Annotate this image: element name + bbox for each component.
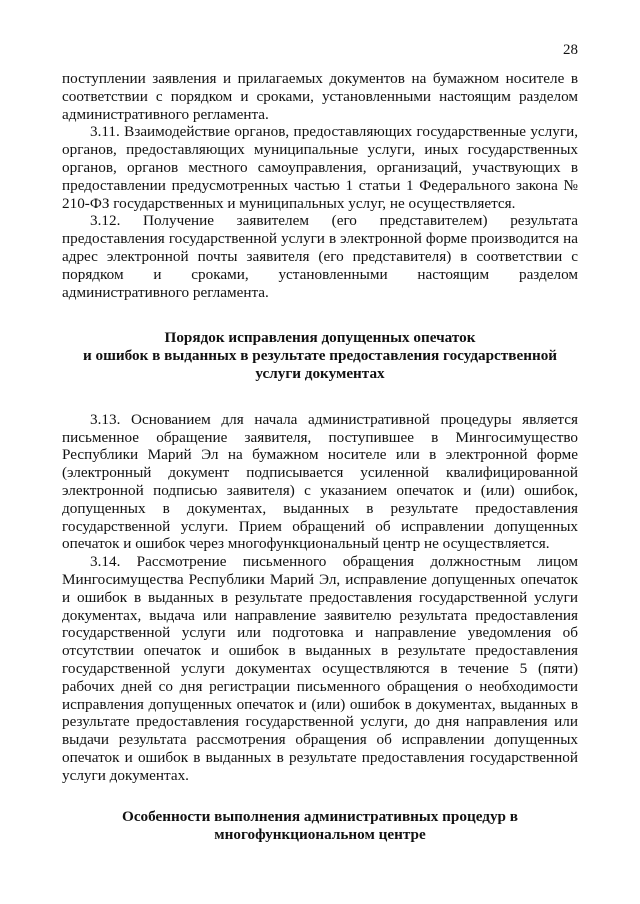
paragraph-3-14: 3.14. Рассмотрение письменного обращения должностным лицом Мингосимущества Республики Марий Эл, исправление допущенных опечаток и ошибок в выданных в результате предоставления государственной услуги документах, выдача или направление заявителю результата предоставления государственной услуги или подготовка и направление уведомления об отсутствии опечаток и ошибок в выданных в результате предоставления государственной услуги документах осуществляются в течение 5 (пяти) рабочих дней со дня регистрации письменного обращения о необходимости исправления допущенных опечаток и (или) ошибок в документах, выданных в результате предоставления государственной услуги, до дня направления или выдачи результата рассмотрения обращения об исправлении допущенных опечаток и ошибок в выданных в результате предоставления государственной услуги документах. xyxy=(62,553,578,784)
heading-line: многофункциональном центре xyxy=(214,826,426,844)
page-number: 28 xyxy=(563,42,578,58)
heading-line: и ошибок в выданных в результате предоставления государственной xyxy=(82,347,558,365)
heading-line: Особенности выполнения административных процедур в xyxy=(122,808,518,826)
section-heading-corrections xyxy=(62,329,578,382)
paragraph-3-12: 3.12. Получение заявителем (его представителем) результата предоставления государственной услуги в электронной форме производится на адрес электронной почты заявителя (его представителя) в соответствии с порядком и сроками, установленными настоящим разделом административного регламента. xyxy=(62,212,578,301)
heading-line: услуги документах xyxy=(255,364,385,382)
section-heading-mfc xyxy=(62,808,578,844)
paragraph-continuation: поступлении заявления и прилагаемых документов на бумажном носителе в соответствии с порядком и сроками, установленными настоящим разделом административного регламента. xyxy=(62,70,578,123)
heading-line: Порядок исправления допущенных опечаток xyxy=(164,329,476,347)
document-body xyxy=(62,70,578,844)
paragraph-3-11: 3.11. Взаимодействие органов, предоставляющих государственные услуги, органов, предоставляющих муниципальные услуги, иных государственных органов, органов местного самоуправления, организаций, участвующих в предоставлении предусмотренных частью 1 статьи 1 Федерального закона № 210-ФЗ государственных и муниципальных услуг, не осуществляется. xyxy=(62,123,578,212)
paragraph-3-13: 3.13. Основанием для начала административной процедуры является письменное обращение заявителя, поступившее в Мингосимущество Республики Марий Эл на бумажном носителе или в электронной форме (электронный документ подписывается усиленной квалифицированной электронной подписью заявителя) с указанием опечаток и (или) ошибок, допущенных в документах, выданных в результате предоставления государственной услуги. Прием обращений об исправлении допущенных опечаток и ошибок через многофункциональный центр не осуществляется. xyxy=(62,410,578,553)
